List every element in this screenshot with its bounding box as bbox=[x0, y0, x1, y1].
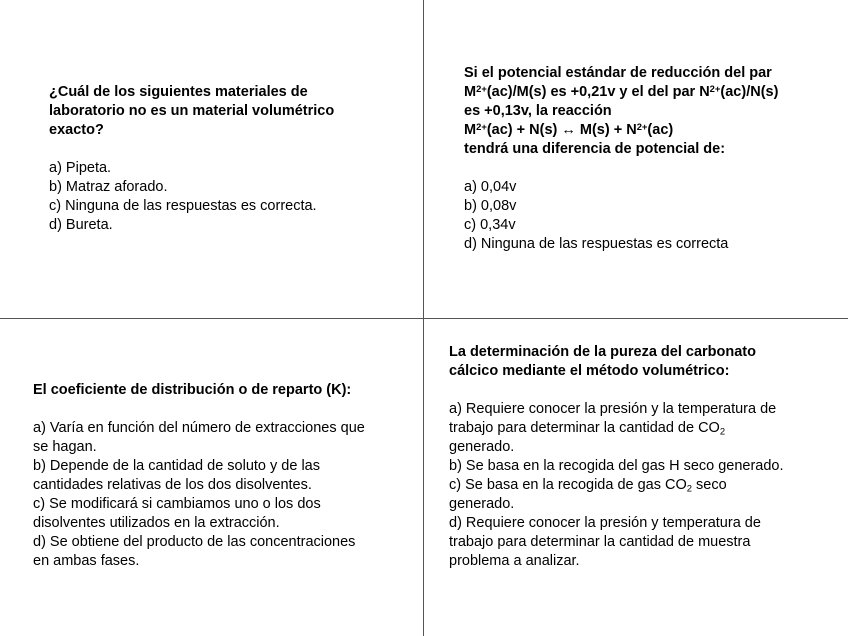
option-d: d) Requiere conocer la presión y temperatura de bbox=[449, 515, 761, 531]
card-material-volumetrico bbox=[49, 83, 334, 235]
option-d: d) Bureta. bbox=[49, 217, 113, 233]
question-line: tendrá una diferencia de potencial de: bbox=[464, 141, 726, 157]
question-line: laboratorio no es un material volumétrico bbox=[49, 103, 335, 119]
option-d: d) Se obtiene del producto de las concentraciones bbox=[33, 534, 356, 550]
option-b: b) 0,08v bbox=[464, 198, 517, 214]
option-a-cont: generado. bbox=[449, 439, 515, 455]
horizontal-divider bbox=[0, 318, 848, 319]
card-potencial-reduccion bbox=[464, 64, 778, 254]
option-d-cont: trabajo para determinar la cantidad de muestra bbox=[449, 534, 751, 550]
question-line: Si el potencial estándar de reducción del par bbox=[464, 65, 772, 81]
question-text bbox=[49, 83, 334, 140]
question-line: exacto? bbox=[49, 122, 104, 138]
question-line: La determinación de la pureza del carbonato bbox=[449, 344, 756, 360]
question-text bbox=[449, 343, 784, 381]
option-d: d) Ninguna de las respuestas es correcta bbox=[464, 236, 729, 252]
option-a: a) 0,04v bbox=[464, 179, 517, 195]
question-line: cálcico mediante el método volumétrico: bbox=[449, 363, 730, 379]
option-a-cont: trabajo para determinar la cantidad de $CO_2$ bbox=[449, 420, 726, 437]
option-a: a) Varía en función del número de extracciones que bbox=[33, 420, 365, 436]
question-text bbox=[464, 64, 778, 159]
option-b: b) Matraz aforado. bbox=[49, 179, 168, 195]
reaction-equation: $M^{2+}(ac) + N(s)$ ↔ $M(s) + N^{2+}(ac)$ bbox=[464, 120, 674, 138]
option-d-cont: en ambas fases. bbox=[33, 553, 140, 569]
option-a: a) Pipeta. bbox=[49, 160, 112, 176]
question-text: El coeficiente de distribución o de reparto (K): bbox=[33, 382, 352, 398]
option-d-cont: problema a analizar. bbox=[449, 553, 580, 569]
option-a: a) Requiere conocer la presión y la temperatura de bbox=[449, 401, 777, 417]
option-c: c) 0,34v bbox=[464, 217, 516, 233]
option-c: c) Ninguna de las respuestas es correcta. bbox=[49, 198, 317, 214]
card-coeficiente-reparto bbox=[33, 381, 365, 571]
card-pureza-carbonato bbox=[449, 343, 784, 571]
option-c: c) Se basa en la recogida de gas $CO_2$ seco bbox=[449, 477, 727, 494]
question-line: $M^{2+}(ac)/M(s)$ es +0,21v y el del par $N^{2+}(ac)/N(s)$ bbox=[464, 82, 779, 100]
option-c-cont: disolventes utilizados en la extracción. bbox=[33, 515, 280, 531]
option-b-cont: cantidades relativas de los dos disolventes. bbox=[33, 477, 312, 493]
option-c-cont: generado. bbox=[449, 496, 515, 512]
option-c: c) Se modificará si cambiamos uno o los dos bbox=[33, 496, 321, 512]
option-a-cont: se hagan. bbox=[33, 439, 97, 455]
question-line: es +0,13v, la reacción bbox=[464, 103, 612, 119]
option-b: b) Se basa en la recogida del gas H seco generado. bbox=[449, 458, 784, 474]
question-line: ¿Cuál de los siguientes materiales de bbox=[49, 84, 308, 100]
option-b: b) Depende de la cantidad de soluto y de las bbox=[33, 458, 320, 474]
